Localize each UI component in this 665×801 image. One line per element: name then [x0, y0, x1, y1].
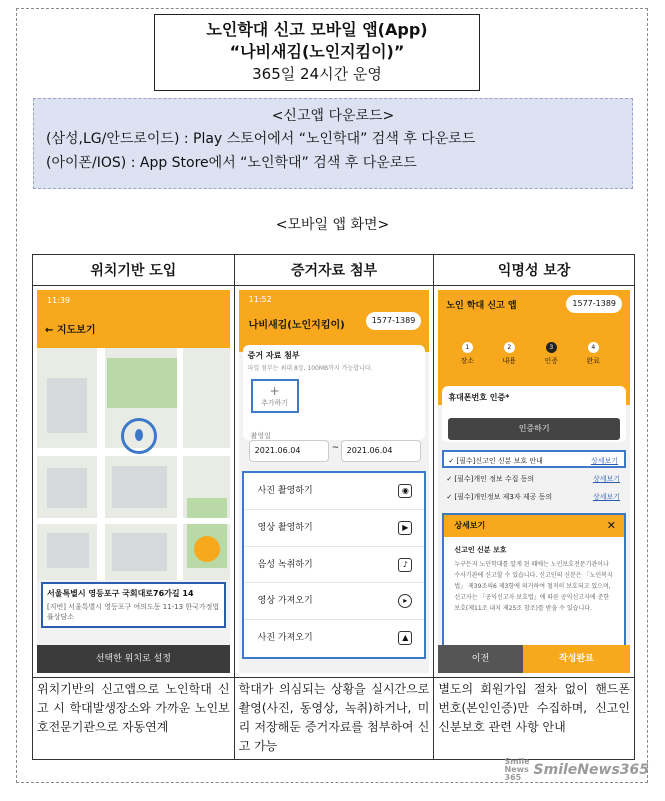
title-box	[154, 14, 480, 91]
map-park	[107, 358, 177, 408]
map-view-back-button[interactable]: ← 지도보기	[45, 325, 96, 336]
date-to-field[interactable]: 2021.06.04	[341, 440, 421, 462]
phone-screen-map	[37, 290, 230, 673]
map-building	[112, 533, 167, 571]
detail-popup	[442, 513, 626, 649]
agreement-third-party[interactable]: ✓ [필수]개인정보 제3자 제공 동의 상세보기	[442, 488, 626, 506]
col-header-anonymity: 익명성 보장	[434, 255, 635, 286]
progress-steps	[452, 342, 616, 382]
option-import-photo[interactable]	[244, 620, 425, 657]
camera-icon: ◉	[398, 484, 412, 498]
map-building	[47, 533, 89, 568]
evidence-card-title: 증거 자료 첨부	[247, 351, 300, 360]
download-android: (삼성,LG/안드로이드) : Play 스토어에서 “노인학대” 검색 후 다운로드	[46, 131, 476, 147]
watermark-small: Smile News 365	[504, 757, 530, 782]
detail-title: 신고인 신분 보호	[454, 546, 507, 554]
option-label: 영상 가져오기	[257, 596, 313, 607]
option-label: 사진 가져오기	[257, 633, 313, 644]
capture-options	[242, 471, 427, 659]
date-from-field[interactable]: 2021.06.04	[249, 440, 329, 462]
more-link[interactable]: 상세보기	[592, 475, 620, 483]
step-label: 내용	[502, 357, 517, 365]
map-building	[47, 468, 87, 508]
desc-evidence: 학대가 의심되는 상황을 실시간으로 촬영(사진, 동영상, 녹취)하거나, 미리 저장해둔 증거자료를 첨부하여 신고 가능	[234, 678, 434, 760]
step-done	[578, 342, 608, 366]
features-table	[32, 254, 635, 760]
title-line-1: 노인학대 신고 모바일 앱(App)	[206, 20, 428, 39]
download-ios: (아이폰/IOS) : App Store에서 “노인학대” 검색 후 다운로드	[46, 155, 417, 171]
option-label: 영상 촬영하기	[257, 522, 313, 533]
call-button[interactable]: 1577-1389	[566, 295, 622, 313]
desc-location: 위치기반의 신고앱으로 노인학대 신고 시 학대발생장소와 가까운 노인보호전문기관으로 자동연계	[33, 678, 235, 760]
option-label: 사진 촬영하기	[257, 486, 313, 496]
prev-button[interactable]: 이전	[438, 645, 522, 673]
set-location-button[interactable]: 선택한 위치로 설정	[37, 645, 230, 673]
detail-header	[444, 515, 624, 537]
map-road	[97, 348, 105, 580]
image-icon: ▲	[398, 631, 412, 645]
more-link[interactable]: 상세보기	[590, 457, 618, 465]
step-circle: 3	[546, 342, 557, 353]
option-import-video[interactable]	[244, 583, 425, 620]
selected-address: 서울특별시 영등포구 국회대로76가길 14	[47, 589, 194, 598]
location-pin-icon[interactable]	[121, 418, 157, 454]
agreement-label: [필수]신고인 신분 보호 안내	[456, 457, 543, 465]
map-building	[47, 378, 87, 433]
map-road	[177, 348, 183, 580]
step-circle: 2	[504, 342, 515, 353]
status-time: 11:39	[47, 296, 71, 305]
step-circle: 1	[462, 342, 473, 353]
col-header-evidence: 증거자료 첨부	[234, 255, 434, 286]
step-place	[452, 342, 482, 366]
tilde-separator: ~	[331, 443, 340, 453]
agreement-label: [필수]개인정보 제3자 제공 동의	[454, 493, 553, 501]
screen-cell-2	[234, 286, 434, 678]
more-link[interactable]: 상세보기	[592, 493, 620, 501]
agreement-label: [필수]개인 정보 수집 동의	[454, 475, 535, 483]
detail-header-label: 상세보기	[454, 521, 486, 530]
phone-screen-auth	[438, 290, 630, 673]
plus-icon: +	[269, 384, 280, 398]
desc-anonymity: 별도의 회원가입 절차 없이 핸드폰 번호(본인인증)만 수집하며, 신고인 신분보호 관련 사항 안내	[434, 678, 635, 760]
app-name: 노인 학대 신고 앱	[446, 301, 517, 311]
add-file-label: 추가하기	[261, 399, 289, 407]
submit-button[interactable]: 작성완료	[523, 645, 630, 673]
add-file-button[interactable]	[251, 379, 299, 413]
video-camera-icon: ▶	[398, 521, 412, 535]
evidence-card-sub: 파일 첨부는 최대 8장, 100MB까지 가능합니다.	[247, 365, 373, 372]
play-icon: ▸	[398, 594, 412, 608]
screen-cell-1	[33, 286, 235, 678]
title-line-3: 365일 24시간 운영	[252, 65, 382, 83]
step-label: 인증	[544, 357, 559, 365]
option-take-video[interactable]	[244, 510, 425, 547]
step-label: 장소	[460, 357, 475, 365]
bottom-buttons	[438, 645, 630, 673]
microphone-icon: ♪	[398, 558, 412, 572]
option-label: 음성 녹취하기	[257, 559, 313, 570]
map-road	[37, 518, 230, 524]
verify-button[interactable]: 인증하기	[448, 418, 620, 440]
step-content	[494, 342, 524, 366]
screens-heading: <모바일 앱 화면>	[275, 217, 390, 233]
current-location-icon[interactable]	[194, 536, 220, 562]
col-header-location: 위치기반 도입	[33, 255, 235, 286]
date-label: 촬영일	[250, 432, 271, 440]
evidence-card	[243, 345, 426, 440]
step-auth	[536, 342, 566, 366]
watermark-logo	[505, 758, 649, 782]
agreement-identity-protection[interactable]: ✓ [필수]신고인 신분 보호 안내 상세보기	[442, 450, 626, 468]
download-box	[33, 98, 633, 189]
selected-address-card	[41, 582, 226, 628]
call-button[interactable]: 1577-1389	[366, 312, 422, 330]
phone-screen-evidence	[239, 290, 430, 673]
step-circle: 4	[588, 342, 599, 353]
close-icon[interactable]: ✕	[606, 519, 616, 532]
map-view[interactable]	[37, 348, 230, 580]
option-take-photo[interactable]	[244, 473, 425, 510]
download-heading: <신고앱 다운로드>	[271, 108, 395, 124]
map-building	[112, 466, 167, 508]
agreement-privacy[interactable]: ✓ [필수]개인 정보 수집 동의 상세보기	[442, 470, 626, 488]
app-name: 나비새김(노인지킴이)	[248, 320, 345, 331]
title-line-2: “나비새김(노인지킴이)”	[229, 42, 405, 61]
auth-title: 휴대폰번호 인증*	[448, 393, 510, 402]
selected-address-sub: [지번] 서울특별시 영등포구 여의도동 11-13 한국가정법률상담소	[47, 603, 220, 621]
detail-body: 누구든지 노인학대를 알게 된 때에는 노인보호전문기관이나 수사기관에 신고할 수 있습니다. 신고인의 신분은 「노인복지법」 제39조의6 제3항에 의거하여 철저히 보호되고 있으며, 신고자는 「공익신고자 보호법」에 따른 공익신고자에 준한 보호(제11조 내지 제25조 참조)를 받을 수 있습니다.	[454, 561, 613, 612]
watermark-text: SmileNews365	[533, 762, 649, 778]
status-time: 11:52	[248, 295, 272, 304]
screen-cell-3	[434, 286, 635, 678]
step-label: 완료	[586, 357, 601, 365]
option-record-audio[interactable]	[244, 547, 425, 584]
